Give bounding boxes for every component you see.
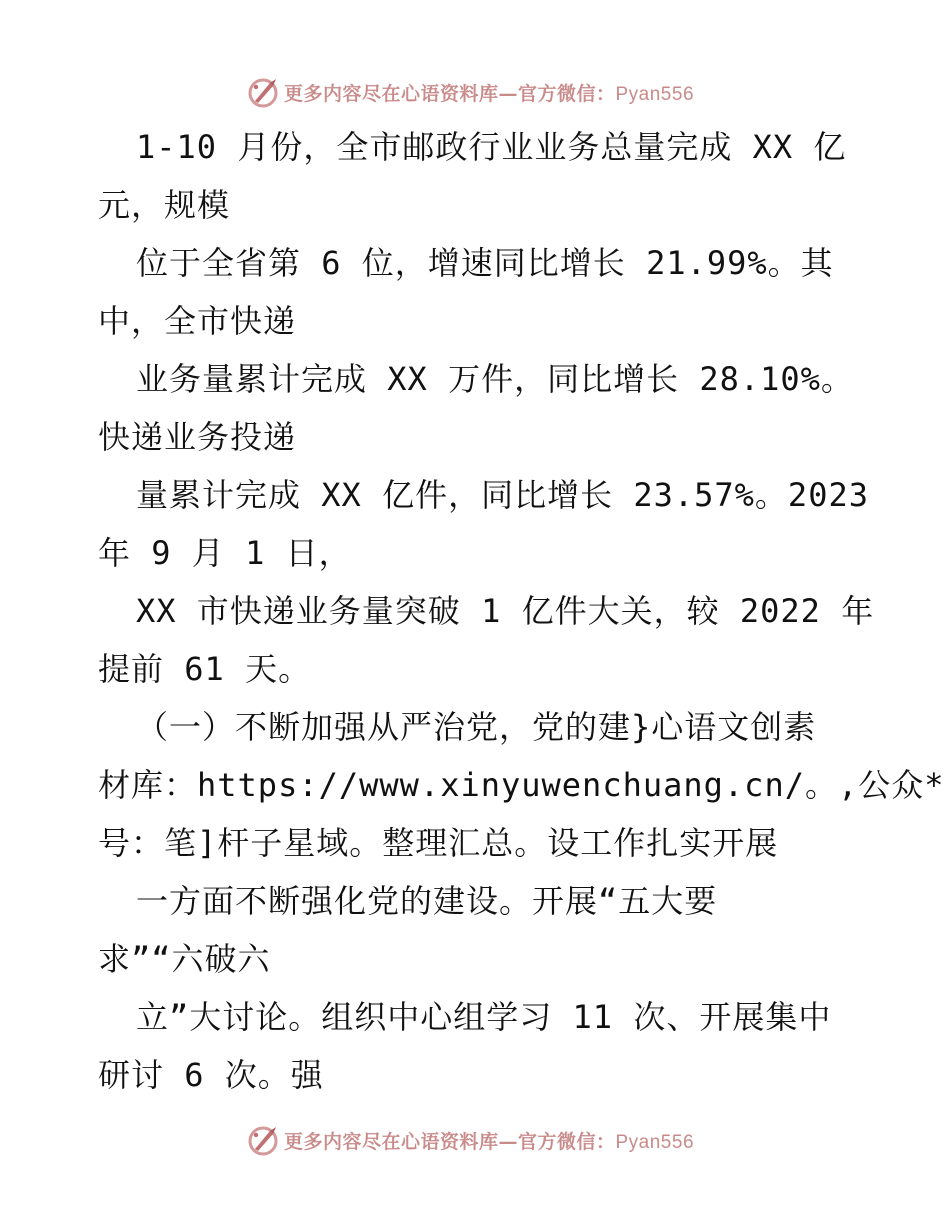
text-line: 一方面不断强化党的建设。开展“五大要 — [136, 882, 718, 920]
text-line: 中，全市快递 — [98, 302, 297, 340]
header-banner — [0, 72, 950, 112]
quill-pen-logo-icon — [246, 75, 280, 109]
footer-wechat-label: 官方微信： — [517, 1130, 616, 1153]
header-wechat-label: 官方微信： — [517, 82, 616, 105]
text-line: （一）不断加强从严治党，党的建}心语文创素 — [136, 708, 817, 746]
text-line: 立”大讨论。组织中心组学习 11 次、开展集中 — [136, 998, 832, 1036]
text-line: 研讨 6 次。强 — [98, 1056, 324, 1094]
text-line: 元，规模 — [98, 186, 231, 224]
header-banner-inner — [246, 75, 694, 109]
text-line: 号：笔]杆子星域。整理汇总。设工作扎实开展 — [98, 824, 779, 862]
header-dash: — — [498, 82, 518, 105]
text-line: 提前 61 天。 — [98, 650, 312, 688]
footer-banner-inner — [246, 1123, 694, 1157]
footer-banner — [0, 1120, 950, 1160]
header-wechat-id: Pyan556 — [615, 83, 695, 105]
text-line: 年 9 月 1 日， — [98, 534, 352, 572]
footer-site-text: 更多内容尽在心语资料库 — [283, 1130, 499, 1153]
text-line: 量累计完成 XX 亿件，同比增长 23.57%。2023 — [136, 476, 869, 514]
text-line: 1-10 月份，全市邮政行业业务总量完成 XX 亿 — [136, 128, 847, 166]
header-banner-text — [284, 79, 694, 106]
text-line: 位于全省第 6 位，增速同比增长 21.99%。其 — [136, 244, 834, 282]
quill-pen-logo-icon — [246, 1123, 280, 1157]
text-line: 材库：https://www.xinyuwenchuang.cn/。,公众* — [98, 766, 945, 804]
text-line: 业务量累计完成 XX 万件，同比增长 28.10%。 — [136, 360, 854, 398]
text-line: 快递业务投递 — [98, 418, 297, 456]
footer-wechat-id: Pyan556 — [615, 1131, 695, 1153]
document-body — [98, 118, 945, 1104]
text-line: 求”“六破六 — [98, 940, 271, 978]
footer-banner-text — [284, 1127, 694, 1154]
text-line: XX 市快递业务量突破 1 亿件大关，较 2022 年 — [136, 592, 875, 630]
footer-dash: — — [498, 1130, 518, 1153]
header-site-text: 更多内容尽在心语资料库 — [283, 82, 499, 105]
